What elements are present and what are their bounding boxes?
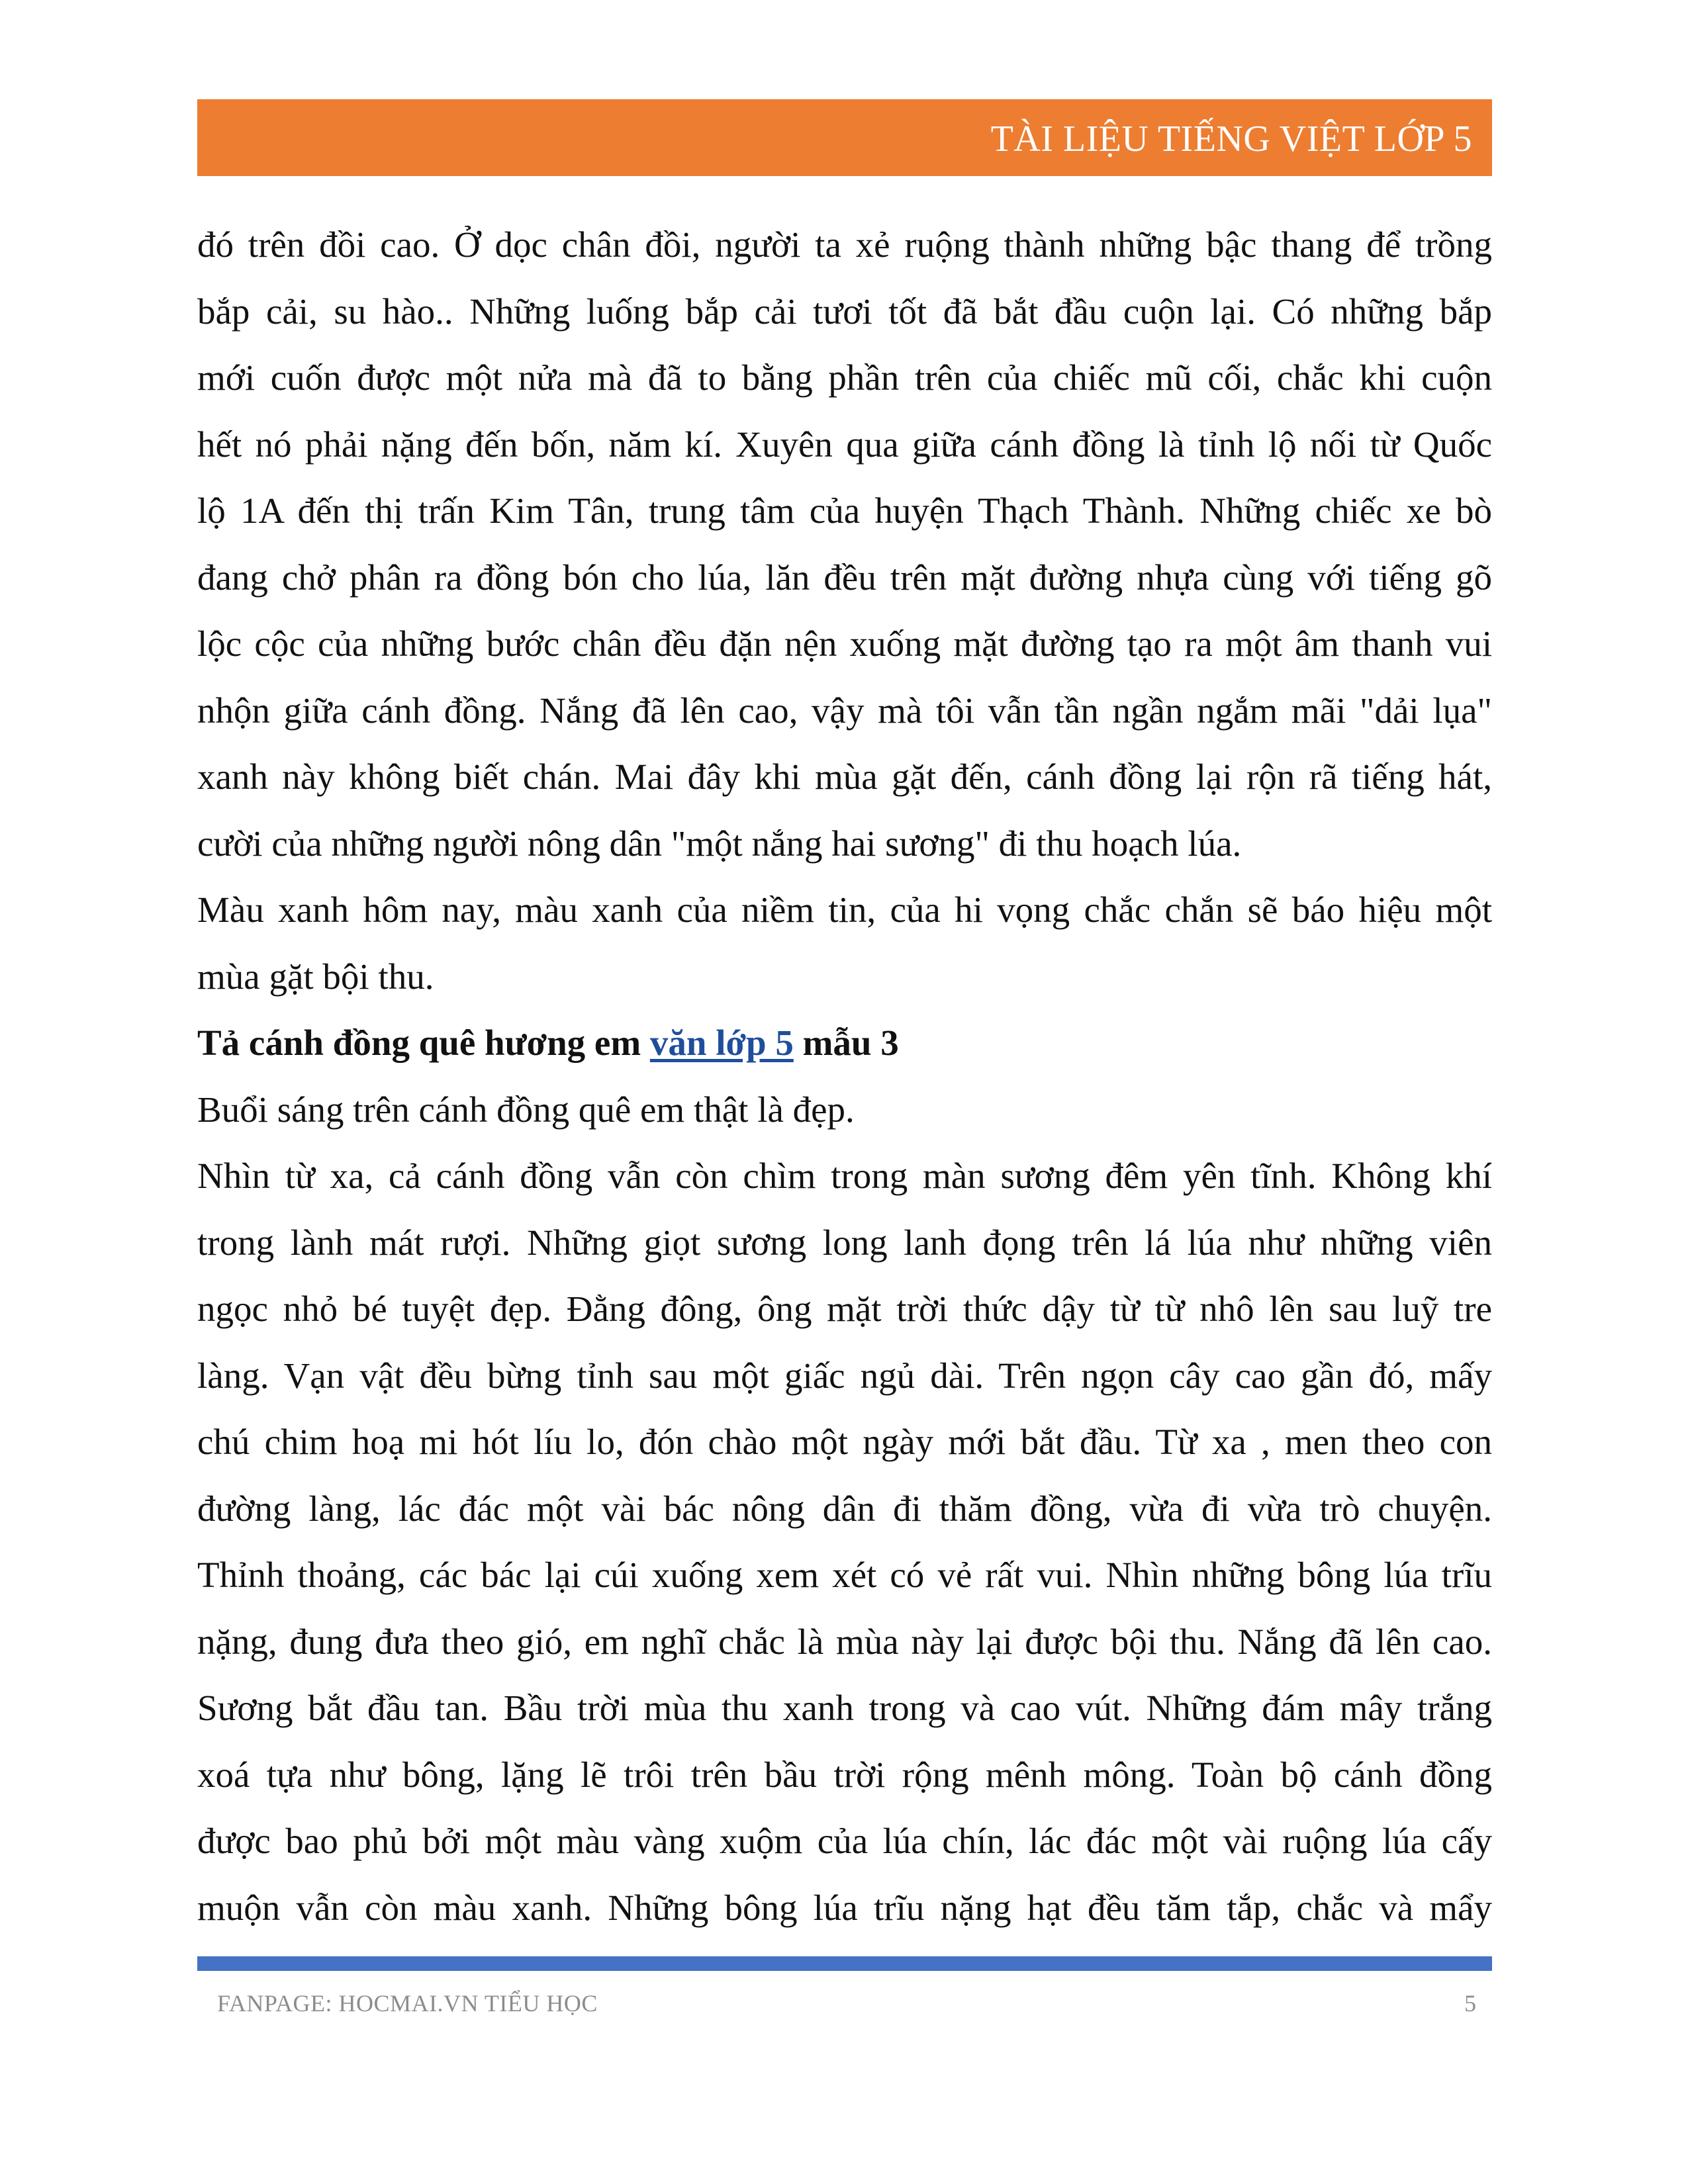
body-line: xanh này không biết chán. Mai đây khi mùa gặt đến, cánh đồng lại rộn rã tiếng hát, bbox=[197, 756, 1492, 797]
body-line: Sương bắt đầu tan. Bầu trời mùa thu xanh trong và cao vút. Những đám mây trắng bbox=[197, 1688, 1492, 1728]
footer-bar bbox=[197, 1956, 1492, 1971]
body-line: trong lành mát rượi. Những giọt sương long lanh đọng trên lá lúa như những viên bbox=[197, 1222, 1492, 1263]
body-line: đang chở phân ra đồng bón cho lúa, lăn đều trên mặt đường nhựa cùng với tiếng gõ bbox=[197, 557, 1492, 598]
body-line: Buổi sáng trên cánh đồng quê em thật là đẹp. bbox=[197, 1089, 855, 1130]
body-line: đó trên đồi cao. Ở dọc chân đồi, người ta xẻ ruộng thành những bậc thang để trồng bbox=[197, 224, 1492, 265]
body-line: cười của những người nông dân "một nắng hai sương" đi thu hoạch lúa. bbox=[197, 823, 1242, 864]
body-line: muộn vẫn còn màu xanh. Những bông lúa trĩu nặng hạt đều tăm tắp, chắc và mẩy bbox=[197, 1887, 1492, 1928]
heading-text: Tả cánh đồng quê hương em bbox=[197, 1023, 650, 1063]
body-line: Màu xanh hôm nay, màu xanh của niềm tin, của hi vọng chắc chắn sẽ báo hiệu một bbox=[197, 889, 1492, 930]
body-line: hết nó phải nặng đến bốn, năm kí. Xuyên qua giữa cánh đồng là tỉnh lộ nối từ Quốc bbox=[197, 424, 1492, 465]
heading-text-suffix: mẫu 3 bbox=[793, 1023, 899, 1063]
body-line: nhộn giữa cánh đồng. Nắng đã lên cao, vậy mà tôi vẫn tần ngần ngắm mãi "dải lụa" bbox=[197, 690, 1492, 731]
body-line: mới cuốn được một nửa mà đã to bằng phần trên của chiếc mũ cối, chắc khi cuộn bbox=[197, 357, 1492, 398]
body-line: Thỉnh thoảng, các bác lại cúi xuống xem xét có vẻ rất vui. Nhìn những bông lúa trĩu bbox=[197, 1555, 1492, 1595]
page-number: 5 bbox=[1464, 1990, 1476, 2017]
document-body bbox=[197, 212, 1492, 1941]
header-title: TÀI LIỆU TIẾNG VIỆT LỚP 5 bbox=[990, 118, 1472, 159]
body-line: ngọc nhỏ bé tuyệt đẹp. Đằng đông, ông mặt trời thức dậy từ từ nhô lên sau luỹ tre bbox=[197, 1289, 1492, 1329]
body-line: đường làng, lác đác một vài bác nông dân đi thăm đồng, vừa đi vừa trò chuyện. bbox=[197, 1488, 1492, 1529]
header-bar bbox=[197, 99, 1492, 176]
footer-fanpage: FANPAGE: HOCMAI.VN TIỂU HỌC bbox=[217, 1990, 598, 2017]
body-line: Nhìn từ xa, cả cánh đồng vẫn còn chìm trong màn sương đêm yên tĩnh. Không khí bbox=[197, 1156, 1492, 1196]
body-line: xoá tựa như bông, lặng lẽ trôi trên bầu trời rộng mênh mông. Toàn bộ cánh đồng bbox=[197, 1754, 1492, 1795]
body-line: lộc cộc của những bước chân đều đặn nện xuống mặt đường tạo ra một âm thanh vui bbox=[197, 623, 1492, 664]
body-line: bắp cải, su hào.. Những luống bắp cải tươi tốt đã bắt đầu cuộn lại. Có những bắp bbox=[197, 291, 1492, 332]
heading-link[interactable]: văn lớp 5 bbox=[649, 1023, 794, 1063]
body-line: làng. Vạn vật đều bừng tỉnh sau một giấc ngủ dài. Trên ngọn cây cao gần đó, mấy bbox=[197, 1355, 1492, 1396]
body-line: lộ 1A đến thị trấn Kim Tân, trung tâm của huyện Thạch Thành. Những chiếc xe bò bbox=[197, 490, 1492, 531]
body-line: chú chim hoạ mi hót líu lo, đón chào một ngày mới bắt đầu. Từ xa , men theo con bbox=[197, 1422, 1492, 1462]
body-line: được bao phủ bởi một màu vàng xuộm của lúa chín, lác đác một vài ruộng lúa cấy bbox=[197, 1821, 1492, 1861]
body-line: mùa gặt bội thu. bbox=[197, 956, 434, 997]
body-line: nặng, đung đưa theo gió, em nghĩ chắc là mùa này lại được bội thu. Nắng đã lên cao. bbox=[197, 1621, 1492, 1662]
section-heading bbox=[197, 1010, 1492, 1077]
